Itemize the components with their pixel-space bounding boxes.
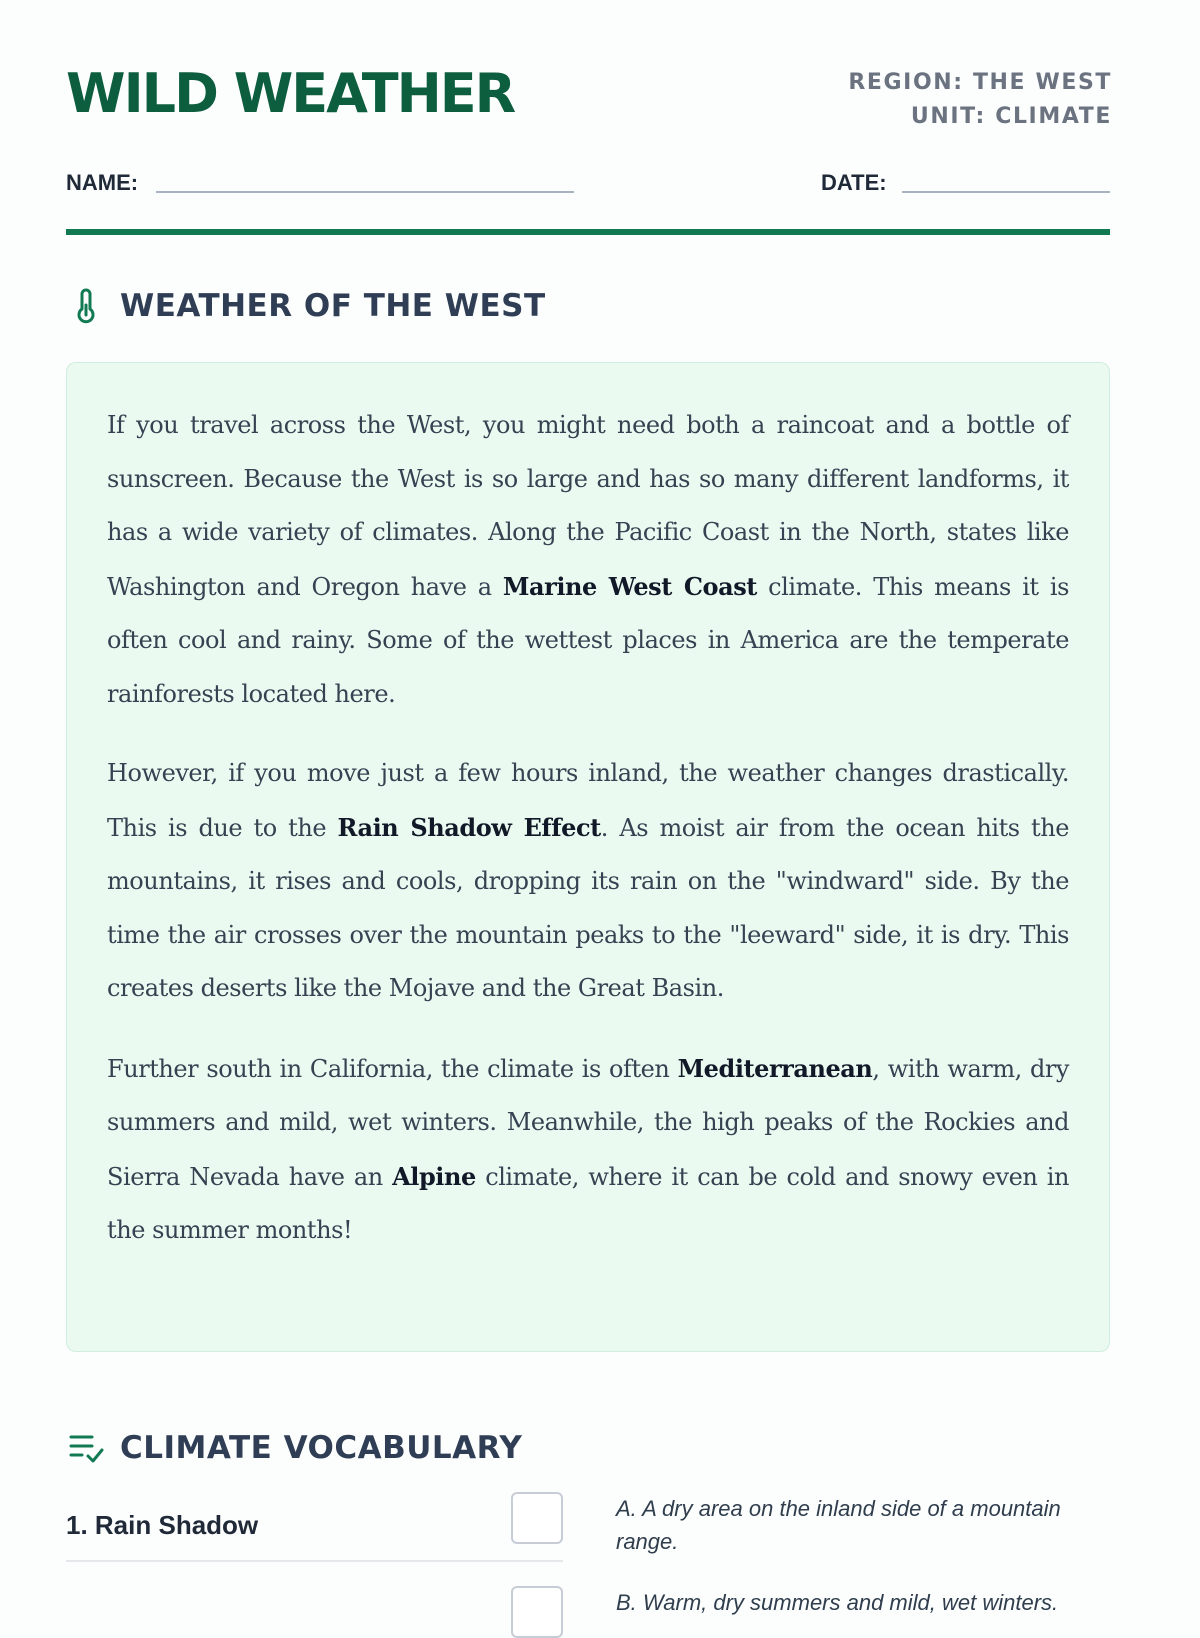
reading-paragraph-1: If you travel across the West, you might need both a raincoat and a bottle of sunscreen. Because the West is so large and has so many different landforms, it has a wide variety of climates. Along the Pacific Coast in the North, states like Washington and Oregon have a Marine West Coast climate. This means it is often cool and rainy. Some of the wettest places in America are the temperate rainforests located here. xyxy=(107,411,1069,708)
reading-passage xyxy=(66,362,1110,1352)
vocabulary-heading-text: CLIMATE VOCABULARY xyxy=(120,1430,523,1466)
name-label: NAME: xyxy=(66,170,139,195)
checklist-icon xyxy=(66,1428,106,1468)
vocab-divider xyxy=(66,1560,563,1562)
vocab-definition: A. A dry area on the inland side of a mountain range. xyxy=(616,1496,1061,1554)
name-field[interactable] xyxy=(156,191,574,193)
date-label: DATE: xyxy=(821,170,887,195)
worksheet-meta xyxy=(848,66,1112,134)
page-title: WILD WEATHER xyxy=(66,62,515,125)
reading-paragraph-3: Further south in California, the climate is often Mediterranean, with warm, dry summers and mild, wet winters. Meanwhile, the high peaks of the Rockies and Sierra Nevada have an Alpine climate, where it can be cold and snowy even in the summer months! xyxy=(107,1053,1069,1244)
term-rain-shadow-effect: Rain Shadow Effect xyxy=(337,812,601,842)
term-alpine: Alpine xyxy=(392,1161,476,1191)
region-label: REGION: THE WEST xyxy=(848,70,1112,95)
vocabulary-section-heading xyxy=(66,1428,522,1468)
unit-label: UNIT: CLIMATE xyxy=(910,104,1112,129)
header-divider xyxy=(66,229,1110,235)
reading-paragraph-2: However, if you move just a few hours inland, the weather changes drastically. This is due to the Rain Shadow Effect. As moist air from the ocean hits the mountains, it rises and cools, dropping its rain on the "windward" side. By the time the air crosses over the mountain peaks to the "leeward" side, it is dry. This creates deserts like the Mojave and the Great Basin. xyxy=(107,759,1069,1002)
answer-box[interactable] xyxy=(511,1492,563,1544)
vocab-term: 1. Rain Shadow xyxy=(66,1510,259,1540)
reading-heading-text: WEATHER OF THE WEST xyxy=(120,288,546,324)
thermometer-icon xyxy=(66,286,106,326)
answer-box[interactable] xyxy=(511,1586,563,1638)
term-mediterranean: Mediterranean xyxy=(677,1053,873,1083)
reading-section-heading xyxy=(66,286,546,326)
date-field[interactable] xyxy=(902,191,1110,193)
vocab-definition: B. Warm, dry summers and mild, wet winters. xyxy=(616,1590,1059,1615)
term-marine-west-coast: Marine West Coast xyxy=(502,571,757,601)
